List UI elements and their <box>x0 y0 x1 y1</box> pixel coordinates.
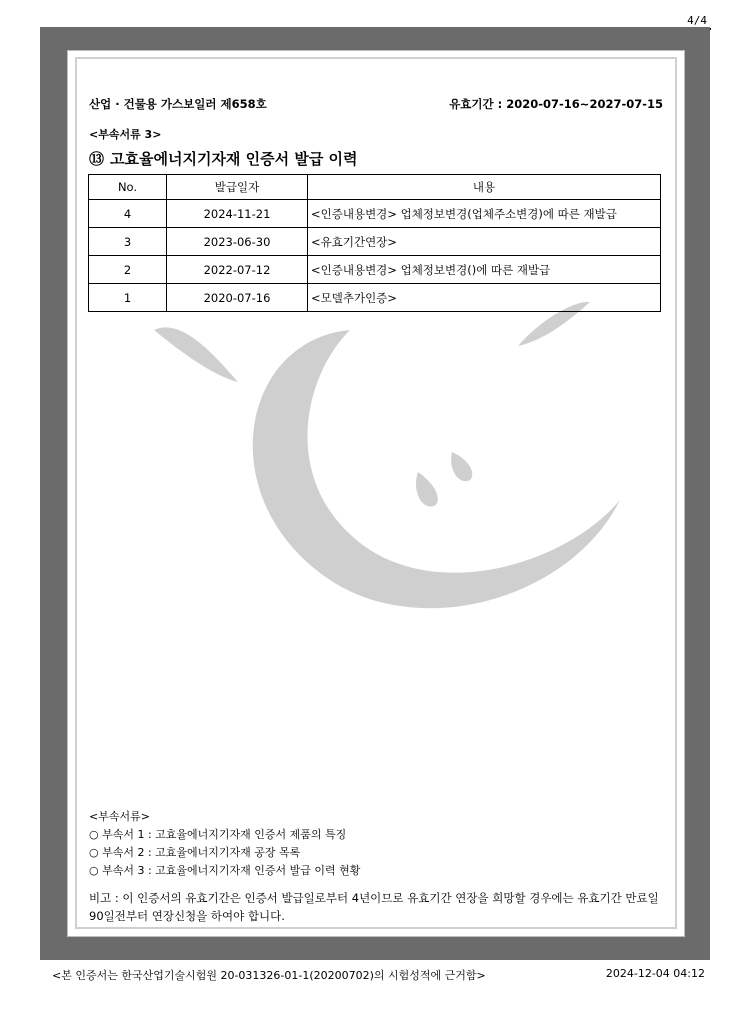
attachment-item: ○ 부속서 2 : 고효율에너지기자재 공장 목록 <box>89 846 301 859</box>
column-header-content: 내용 <box>308 175 661 200</box>
cell-no: 4 <box>89 200 167 228</box>
cell-date: 2022-07-12 <box>167 256 308 284</box>
attachment-item: ○ 부속서 1 : 고효율에너지기자재 인증서 제품의 특징 <box>89 828 347 841</box>
attachments-list <box>89 808 360 880</box>
column-header-no: No. <box>89 175 167 200</box>
attachment-item: ○ 부속서 3 : 고효율에너지기자재 인증서 발급 이력 현황 <box>89 864 361 877</box>
attachments-heading: <부속서류> <box>89 810 150 823</box>
cell-date: 2020-07-16 <box>167 284 308 312</box>
certificate-name: 산업 · 건물용 가스보일러 제658호 <box>89 97 267 111</box>
issuance-history-table <box>88 174 661 312</box>
cell-content: <인증내용변경> 업체정보변경()에 따른 재발급 <box>308 256 661 284</box>
page-indicator: 4/4 <box>687 14 707 27</box>
validity-period: 유효기간 : 2020-07-16~2027-07-15 <box>449 97 663 111</box>
table-row <box>89 284 661 312</box>
cell-content: <유효기간연장> <box>308 228 661 256</box>
footer-timestamp: 2024-12-04 04:12 <box>605 967 705 980</box>
footer-basis: <본 인증서는 한국산업기술시험원 20-031326-01-1(20200702)의 시험성적에 근거함> <box>52 969 486 982</box>
cell-date: 2023-06-30 <box>167 228 308 256</box>
cell-date: 2024-11-21 <box>167 200 308 228</box>
cell-no: 1 <box>89 284 167 312</box>
cell-content: <모델추가인증> <box>308 284 661 312</box>
table-row <box>89 256 661 284</box>
cell-no: 2 <box>89 256 167 284</box>
cell-content: <인증내용변경> 업체정보변경(업체주소변경)에 따른 재발급 <box>308 200 661 228</box>
section-title-text: 고효율에너지기자재 인증서 발급 이력 <box>110 150 358 168</box>
table-row <box>89 200 661 228</box>
cell-no: 3 <box>89 228 167 256</box>
table-header-row <box>89 175 661 200</box>
section-title <box>89 148 358 169</box>
section-number: ⑬ <box>89 150 105 168</box>
column-header-date: 발급일자 <box>167 175 308 200</box>
remarks-note: 비고 : 이 인증서의 유효기간은 인증서 발급일로부터 4년이므로 유효기간 연장을 희망할 경우에는 유효기간 만료일 90일전부터 연장신청을 하여야 합니다. <box>89 891 659 923</box>
table-row <box>89 228 661 256</box>
smiling-face-watermark-icon <box>150 300 690 660</box>
attachment-tag: <부속서류 3> <box>89 128 162 141</box>
